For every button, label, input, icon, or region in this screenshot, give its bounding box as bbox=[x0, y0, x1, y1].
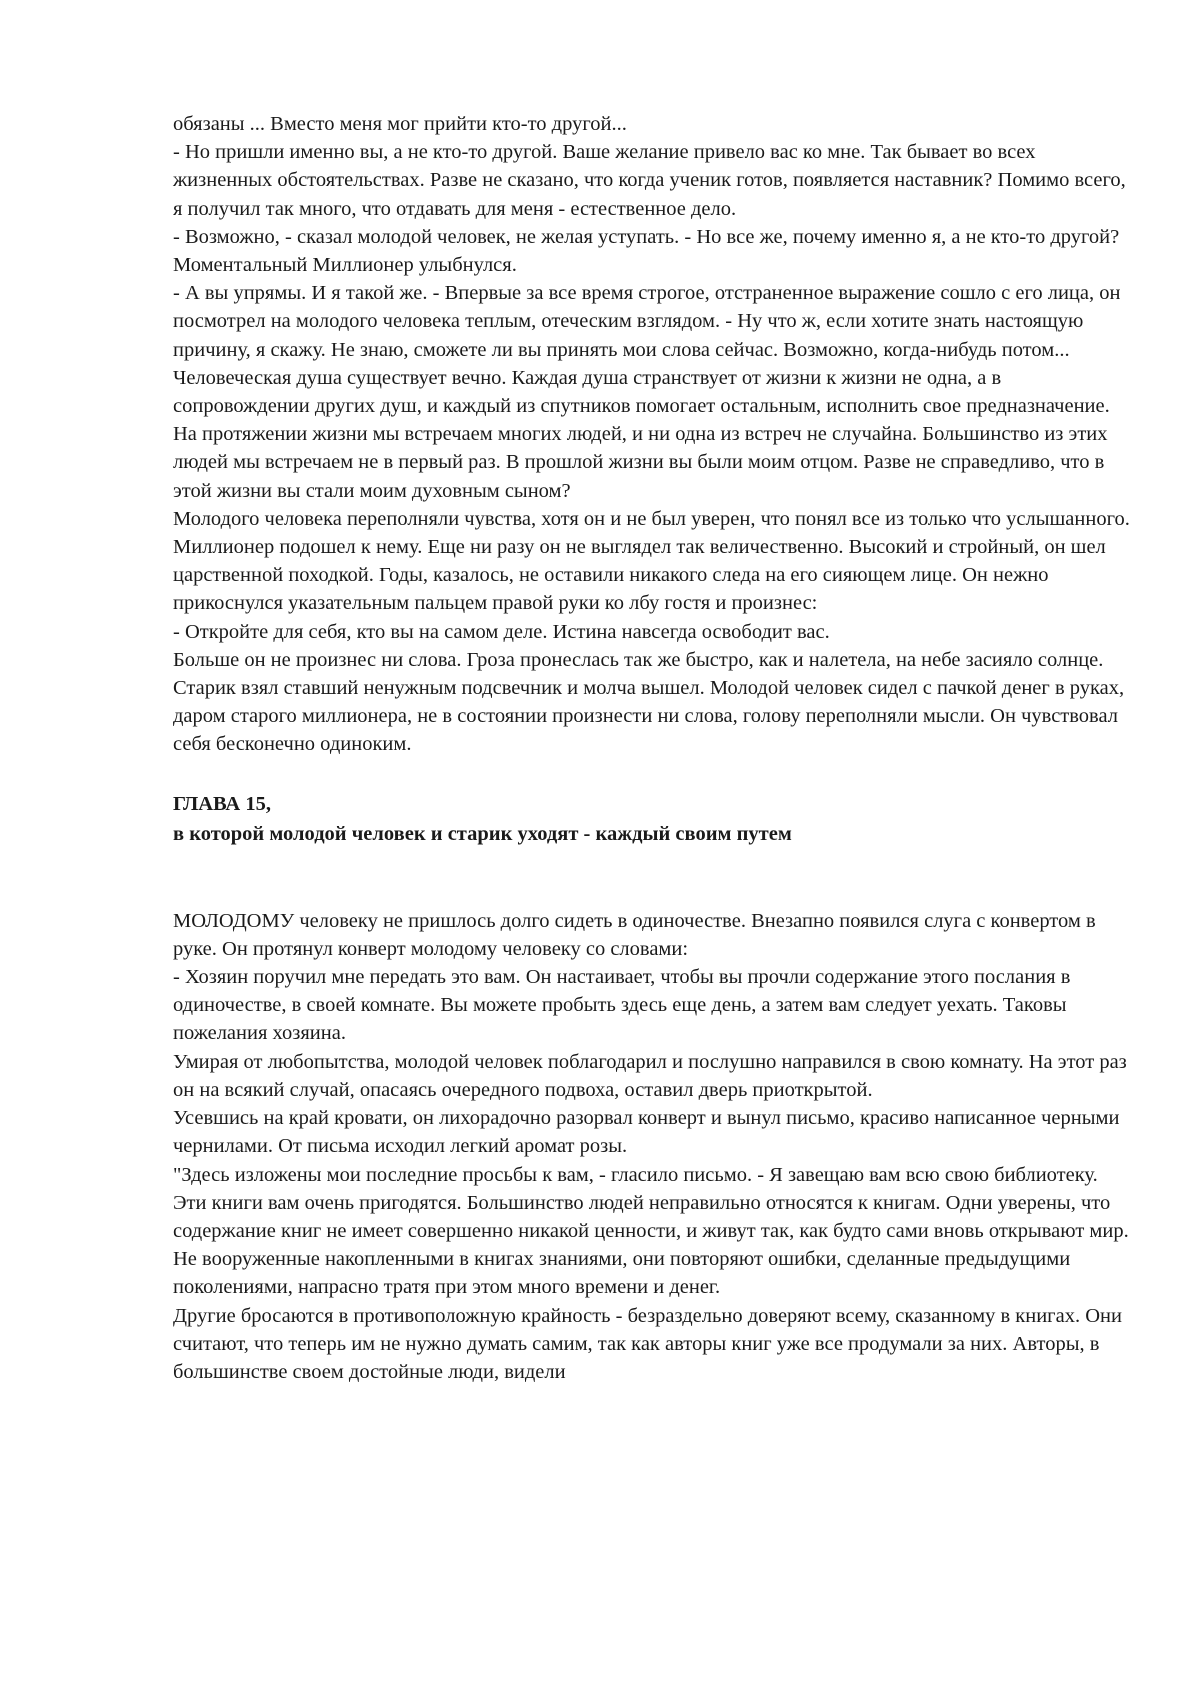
paragraph: Умирая от любопытства, молодой человек поблагодарил и послушно направился в свою комнату. На этот раз он на всякий случай, опасаясь очередного подвоха, оставил дверь приоткрытой. bbox=[173, 1050, 1127, 1101]
paragraph: Моментальный Миллионер улыбнулся. bbox=[173, 254, 517, 277]
paragraph: "Здесь изложены мои последние просьбы к вам, - гласило письмо. - Я завещаю вам всю свою библиотеку. Эти книги вам очень пригодятся. Большинство людей неправильно относятся к книгам. Одни уверены, что содержание книг не имеет совершенно никакой ценности, и живут так, как будто сами вновь открывают мир. Не вооруженные накопленными в книгах знаниями, они повторяют ошибки, сделанные предыдущими поколениями, напрасно тратя при этом много времени и денег. bbox=[173, 1163, 1129, 1299]
paragraph: Усевшись на край кровати, он лихорадочно разорвал конверт и вынул письмо, красиво написанное черными чернилами. От письма исходил легкий аромат розы. bbox=[173, 1107, 1120, 1158]
paragraph: - Но пришли именно вы, а не кто-то другой. Ваше желание привело вас ко мне. Так бывает во всех жизненных обстоятельствах. Разве не сказано, что когда ученик готов, появляется наставник? Помимо всего, я получил так много, что отдавать для меня - естественное дело. bbox=[173, 141, 1126, 220]
paragraph: Другие бросаются в противоположную крайность - безраздельно доверяют всему, сказанному в книгах. Они считают, что теперь им не нужно думать самим, так как авторы книг уже все продумали за них. Авторы, в большинстве своем достойные люди, видели bbox=[173, 1304, 1122, 1383]
chapter-heading bbox=[173, 789, 1133, 849]
bottom-section bbox=[173, 907, 1133, 1386]
paragraph: - Хозяин поручил мне передать это вам. Он настаивает, чтобы вы прочли содержание этого послания в одиночестве, в своей комнате. Вы можете пробыть здесь еще день, а затем вам следует уехать. Таковы пожелания хозяина. bbox=[173, 966, 1071, 1045]
document-page bbox=[173, 110, 1133, 1386]
paragraph: обязаны ... Вместо меня мог прийти кто-то другой... bbox=[173, 113, 627, 135]
paragraph: - А вы упрямы. И я такой же. - Впервые за все время строгое, отстраненное выражение сошло с его лица, он посмотрел на молодого человека теплым, отеческим взглядом. - Ну что ж, если хотите знать настоящую причину, я скажу. Не знаю, сможете ли вы принять мои слова сейчас. Возможно, когда-нибудь потом... Человеческая душа существует вечно. Каждая душа странствует от жизни к жизни не одна, а в сопровождении других душ, и каждый из спутников помогает остальным, исполнить свое предназначение. На протяжении жизни мы встречаем многих людей, и ни одна из встреч не случайна. Большинство из этих людей мы встречаем не в первый раз. В прошлой жизни вы были моим отцом. Разве не справедливо, что в этой жизни вы стали моим духовным сыном? bbox=[173, 282, 1121, 502]
top-section bbox=[173, 110, 1133, 759]
chapter-number: ГЛАВА 15, bbox=[173, 792, 271, 815]
paragraph: - Возможно, - сказал молодой человек, не желая уступать. - Но все же, почему именно я, а не кто-то другой? bbox=[173, 225, 1120, 248]
paragraph: - Откройте для себя, кто вы на самом деле. Истина навсегда освободит вас. bbox=[173, 620, 830, 643]
paragraph: Больше он не произнес ни слова. Гроза пронеслась так же быстро, как и налетела, на небе засияло солнце. Старик взял ставший ненужным подсвечник и молча вышел. Молодой человек сидел с пачкой денег в руках, даром старого миллионера, не в состоянии произнести ни слова, голову переполняли мысли. Он чувствовал себя бесконечно одиноким. bbox=[173, 648, 1125, 756]
paragraph: МОЛОДОМУ человеку не пришлось долго сидеть в одиночестве. Внезапно появился слуга с конвертом в руке. Он протянул конверт молодому человеку со словами: bbox=[173, 909, 1096, 960]
chapter-title: в которой молодой человек и старик уходят - каждый своим путем bbox=[173, 822, 792, 845]
paragraph: Молодого человека переполняли чувства, хотя он и не был уверен, что понял все из только что услышанного. Миллионер подошел к нему. Еще ни разу он не выглядел так величественно. Высокий и стройный, он шел царственной походкой. Годы, казалось, не оставили никакого следа на его сияющем лице. Он нежно прикоснулся указательным пальцем правой руки ко лбу гостя и произнес: bbox=[173, 507, 1130, 615]
chapter-spacer bbox=[173, 849, 1133, 907]
